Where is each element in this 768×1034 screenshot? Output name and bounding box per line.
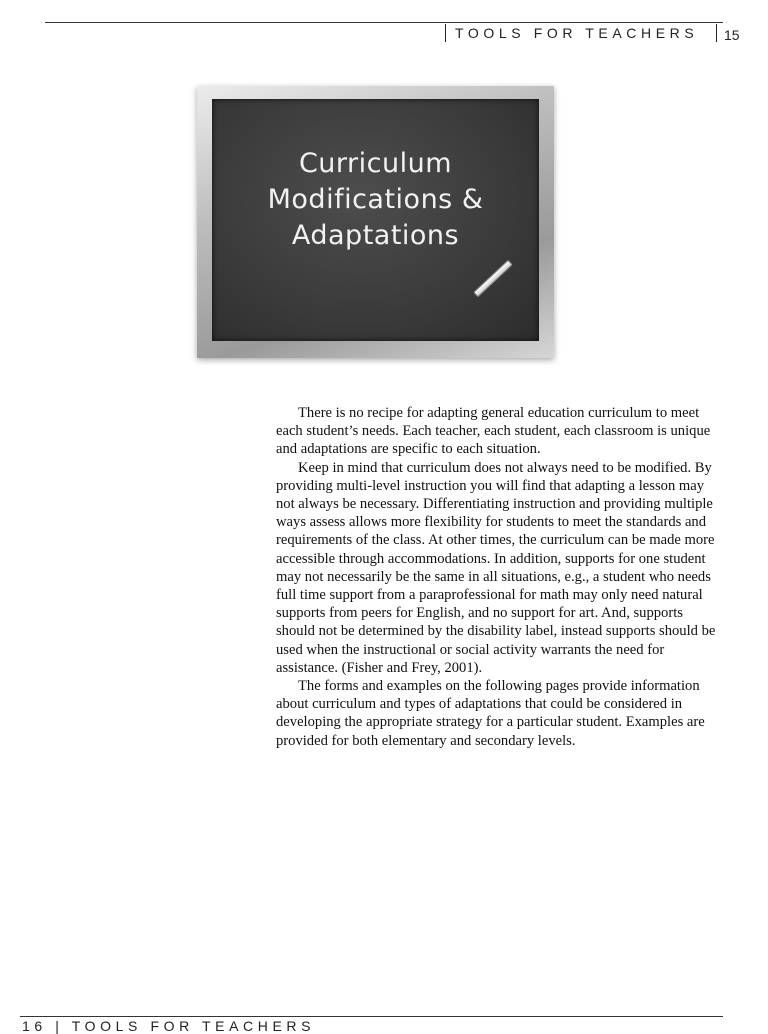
next-page-header-peek: 16 | TOOLS FOR TEACHERS <box>22 1018 316 1034</box>
next-page-title: TOOLS FOR TEACHERS <box>71 1018 316 1034</box>
chalkboard-title-line: Modifications & <box>267 184 484 215</box>
chalkboard-title-line: Adaptations <box>291 220 460 251</box>
body-text <box>276 404 724 750</box>
running-header-title: TOOLS FOR TEACHERS <box>455 25 699 41</box>
chalkboard-figure <box>197 86 554 358</box>
next-page-number: 16 <box>22 1018 47 1034</box>
next-page-rule <box>20 1016 723 1017</box>
paragraph: There is no recipe for adapting general education curriculum to meet each student’s needs. Each teacher, each student, each classroom is unique and adaptations are specific to each situation. <box>276 405 711 458</box>
header-divider <box>445 24 446 42</box>
paragraph: The forms and examples on the following pages provide information about curriculum and types of adaptations that could be considered in developing the appropriate strategy for a particular student. Examples are provided for both elementary and secondary levels. <box>276 678 705 749</box>
paragraph: Keep in mind that curriculum does not always need to be modified. By providing multi-level instruction you will find that adapting a lesson may not always be necessary. Differentiating instruction and providing multiple ways assess allows more flexibility for students to meet the standards and requirements of the class. At other times, the curriculum can be made more accessible through accommodations. In addition, supports for one student may not necessarily be the same in all situations, e.g., a student who needs full time support from a paraprofessional for math may only need natural supports from peers for English, and no support for art. And, supports should not be determined by the disability label, instead supports should be used when the instructional or social activity warrants the need for assistance. (Fisher and Frey, 2001). <box>276 459 716 676</box>
page-number: 15 <box>724 27 740 43</box>
header-rule <box>45 22 723 23</box>
chalkboard-surface <box>212 99 539 341</box>
chalk-stick <box>473 260 513 298</box>
chalkboard-title <box>212 146 539 254</box>
chalkboard-title-line: Curriculum <box>298 148 453 179</box>
header-divider <box>716 24 717 42</box>
